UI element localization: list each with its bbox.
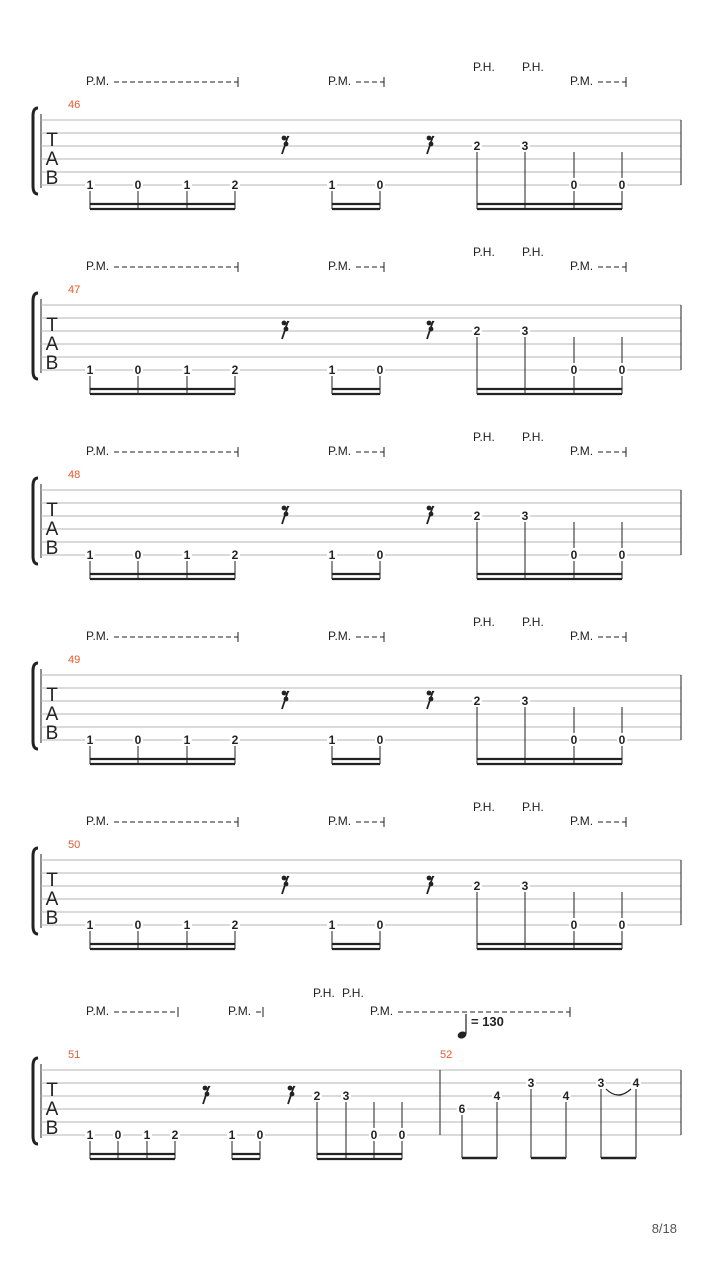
fret-number: 3 <box>521 879 529 893</box>
system-bracket <box>33 663 38 749</box>
fret-number: 0 <box>618 178 626 192</box>
fret-number: 3 <box>527 1076 535 1090</box>
fret-number: 3 <box>521 139 529 153</box>
tab-letter-a: A <box>45 149 59 170</box>
rest-flag <box>429 327 434 332</box>
fret-number: 2 <box>171 1128 179 1142</box>
fret-number: 0 <box>570 178 578 192</box>
fret-number: 3 <box>597 1076 605 1090</box>
tab-letter-b: B <box>45 168 59 189</box>
fret-number: 1 <box>86 548 94 562</box>
fret-number: 2 <box>473 139 481 153</box>
palm-mute-label: P.M. <box>86 259 110 273</box>
rest-flag <box>205 1092 210 1097</box>
tab-letter-t: T <box>46 500 58 521</box>
tab-letter-a: A <box>45 889 59 910</box>
palm-mute-label: P.M. <box>228 1004 252 1018</box>
palm-mute-label: P.M. <box>328 74 352 88</box>
fret-number: 0 <box>570 918 578 932</box>
palm-mute-label: P.M. <box>86 74 110 88</box>
palm-mute-label: P.M. <box>328 259 352 273</box>
tab-system <box>33 430 681 579</box>
tab-letter-t: T <box>46 130 58 151</box>
fret-number: 4 <box>493 1089 501 1103</box>
pinch-harmonic-label: P.H. <box>473 615 495 629</box>
fret-number: 6 <box>458 1102 466 1116</box>
fret-number: 2 <box>231 178 239 192</box>
fret-number: 1 <box>183 548 191 562</box>
fret-number: 3 <box>521 324 529 338</box>
fret-number: 2 <box>231 918 239 932</box>
fret-number: 0 <box>618 548 626 562</box>
tab-letter-a: A <box>45 519 59 540</box>
fret-number: 1 <box>86 918 94 932</box>
fret-number: 1 <box>143 1128 151 1142</box>
rest-flag <box>284 512 289 517</box>
tab-letter-b: B <box>45 1118 59 1139</box>
fret-number: 3 <box>521 509 529 523</box>
palm-mute-label: P.M. <box>570 629 594 643</box>
tab-system <box>33 615 681 764</box>
palm-mute-label: P.M. <box>86 444 110 458</box>
palm-mute-label: P.M. <box>370 1004 394 1018</box>
fret-number: 1 <box>328 178 336 192</box>
measure-number: 46 <box>68 99 81 111</box>
tab-system-final <box>33 986 681 1159</box>
measure-number: 49 <box>68 654 81 666</box>
measure-number: 52 <box>440 1049 453 1061</box>
fret-number: 1 <box>86 363 94 377</box>
fret-number: 0 <box>376 918 384 932</box>
pinch-harmonic-label: P.H. <box>473 430 495 444</box>
tab-letter-b: B <box>45 908 59 929</box>
fret-number: 0 <box>570 733 578 747</box>
palm-mute-label: P.M. <box>328 629 352 643</box>
rest-flag <box>284 142 289 147</box>
palm-mute-label: P.M. <box>570 444 594 458</box>
fret-number: 4 <box>632 1076 640 1090</box>
fret-number: 0 <box>398 1128 406 1142</box>
fret-number: 3 <box>342 1089 350 1103</box>
fret-number: 0 <box>370 1128 378 1142</box>
fret-number: 2 <box>231 733 239 747</box>
fret-number: 2 <box>313 1089 321 1103</box>
fret-number: 1 <box>328 363 336 377</box>
pinch-harmonic-label: P.H. <box>522 615 544 629</box>
tab-letter-t: T <box>46 315 58 336</box>
measure-number: 48 <box>68 469 81 481</box>
fret-number: 0 <box>376 363 384 377</box>
tab-letter-a: A <box>45 334 59 355</box>
fret-number: 0 <box>134 548 142 562</box>
measure-number: 51 <box>68 1049 81 1061</box>
tab-letter-t: T <box>46 1080 58 1101</box>
fret-number: 3 <box>521 694 529 708</box>
system-bracket <box>33 1058 38 1144</box>
pinch-harmonic-label: P.H. <box>473 60 495 74</box>
page-number: 8/18 <box>651 1221 677 1236</box>
tab-letter-b: B <box>45 353 59 374</box>
fret-number: 0 <box>134 363 142 377</box>
fret-number: 0 <box>376 548 384 562</box>
measure-number: 50 <box>68 839 81 851</box>
fret-number: 0 <box>570 548 578 562</box>
pinch-harmonic-label: P.H. <box>522 800 544 814</box>
tab-system <box>33 245 681 394</box>
palm-mute-label: P.M. <box>570 259 594 273</box>
fret-number: 0 <box>618 918 626 932</box>
tie-arc <box>606 1089 631 1095</box>
tab-system <box>33 800 681 949</box>
fret-number: 1 <box>86 178 94 192</box>
fret-number: 1 <box>183 363 191 377</box>
tab-letter-t: T <box>46 870 58 891</box>
fret-number: 0 <box>570 363 578 377</box>
rest-flag <box>290 1092 295 1097</box>
rest-flag <box>284 697 289 702</box>
rest-flag <box>284 327 289 332</box>
palm-mute-label: P.M. <box>86 629 110 643</box>
fret-number: 1 <box>183 918 191 932</box>
palm-mute-label: P.M. <box>570 74 594 88</box>
fret-number: 1 <box>328 733 336 747</box>
pinch-harmonic-label: P.H. <box>522 430 544 444</box>
fret-number: 2 <box>473 694 481 708</box>
fret-number: 0 <box>134 918 142 932</box>
tab-letter-a: A <box>45 704 59 725</box>
fret-number: 1 <box>183 733 191 747</box>
pinch-harmonic-label: P.H. <box>522 60 544 74</box>
tab-system <box>33 60 681 209</box>
system-bracket <box>33 108 38 194</box>
fret-number: 0 <box>134 733 142 747</box>
pinch-harmonic-label: P.H. <box>473 800 495 814</box>
rest-flag <box>429 697 434 702</box>
fret-number: 4 <box>562 1089 570 1103</box>
fret-number: 1 <box>328 918 336 932</box>
fret-number: 0 <box>376 178 384 192</box>
tempo-value: = 130 <box>471 1014 504 1029</box>
rest-flag <box>429 512 434 517</box>
rest-flag <box>429 142 434 147</box>
fret-number: 1 <box>328 548 336 562</box>
tab-letter-a: A <box>45 1099 59 1120</box>
tab-letter-t: T <box>46 685 58 706</box>
rest-flag <box>429 882 434 887</box>
fret-number: 1 <box>183 178 191 192</box>
fret-number: 2 <box>231 548 239 562</box>
palm-mute-label: P.M. <box>570 814 594 828</box>
pinch-harmonic-label: P.H. <box>342 986 364 1000</box>
system-bracket <box>33 293 38 379</box>
fret-number: 0 <box>256 1128 264 1142</box>
fret-number: 2 <box>231 363 239 377</box>
fret-number: 2 <box>473 509 481 523</box>
tab-letter-b: B <box>45 723 59 744</box>
fret-number: 2 <box>473 879 481 893</box>
palm-mute-label: P.M. <box>86 1004 110 1018</box>
fret-number: 0 <box>618 733 626 747</box>
fret-number: 0 <box>376 733 384 747</box>
fret-number: 0 <box>134 178 142 192</box>
pinch-harmonic-label: P.H. <box>522 245 544 259</box>
system-bracket <box>33 848 38 934</box>
fret-number: 0 <box>618 363 626 377</box>
palm-mute-label: P.M. <box>328 814 352 828</box>
rest-flag <box>284 882 289 887</box>
palm-mute-label: P.M. <box>328 444 352 458</box>
tab-letter-b: B <box>45 538 59 559</box>
system-bracket <box>33 478 38 564</box>
pinch-harmonic-label: P.H. <box>473 245 495 259</box>
measure-number: 47 <box>68 284 81 296</box>
pinch-harmonic-label: P.H. <box>313 986 335 1000</box>
fret-number: 1 <box>228 1128 236 1142</box>
palm-mute-label: P.M. <box>86 814 110 828</box>
fret-number: 0 <box>114 1128 122 1142</box>
fret-number: 2 <box>473 324 481 338</box>
fret-number: 1 <box>86 733 94 747</box>
fret-number: 1 <box>86 1128 94 1142</box>
